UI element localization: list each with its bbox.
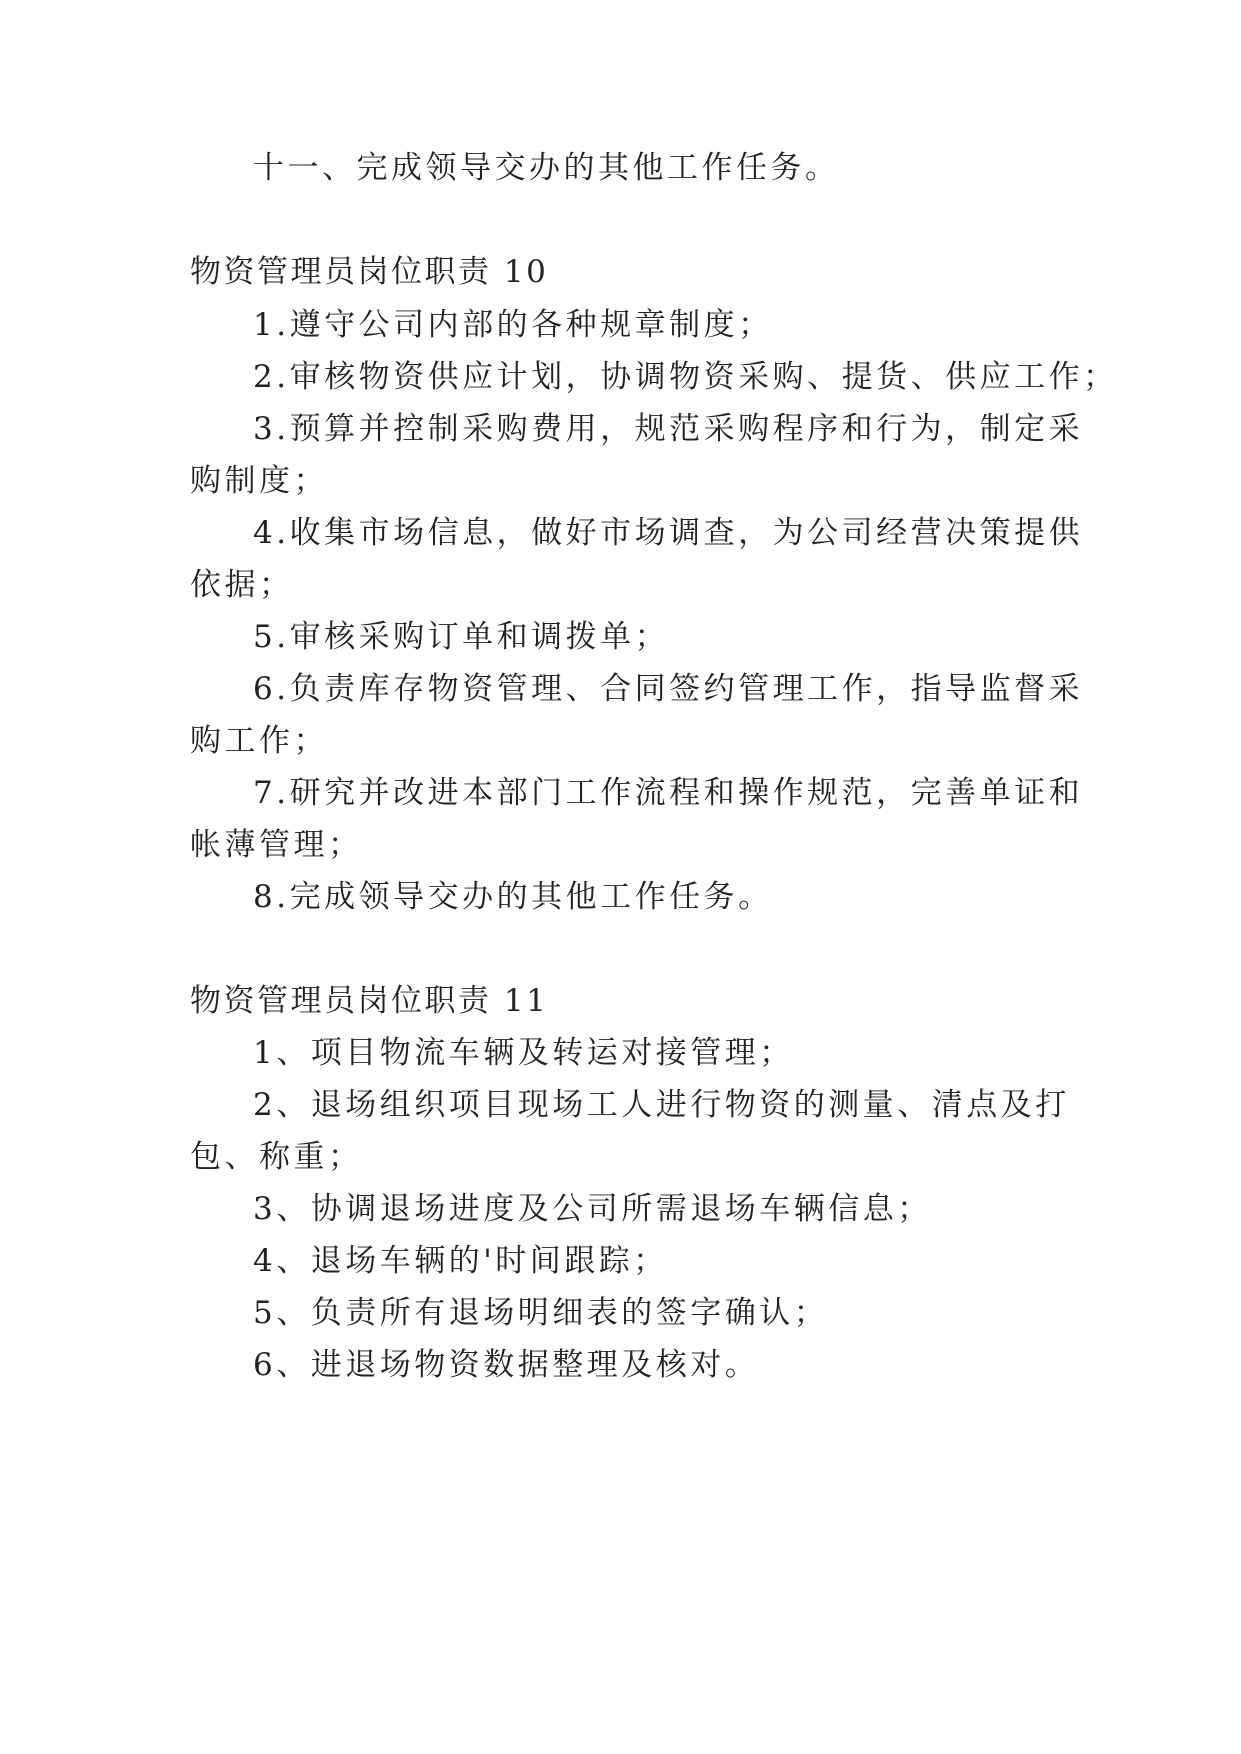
section-11-item-5: 5、负责所有退场明细表的签字确认； <box>253 1295 829 1331</box>
section-10-item-6-cont: 购工作； <box>190 723 328 759</box>
section-11-title: 物资管理员岗位职责 11 <box>190 983 549 1019</box>
section-11-item-4: 4、退场车辆的'时间跟踪； <box>253 1243 668 1279</box>
section-11-item-2: 2、退场组织项目现场工人进行物资的测量、清点及打 <box>253 1087 1070 1123</box>
section-10-item-6: 6.负责库存物资管理、合同签约管理工作，指导监督采 <box>253 671 1084 707</box>
section-10-title: 物资管理员岗位职责 10 <box>190 254 549 290</box>
section-10-item-8: 8.完成领导交办的其他工作任务。 <box>253 879 773 915</box>
section-11-item-6: 6、进退场物资数据整理及核对。 <box>253 1347 760 1383</box>
section-10-item-4: 4.收集市场信息，做好市场调查，为公司经营决策提供 <box>253 515 1084 551</box>
section-11-item-3: 3、协调退场进度及公司所需退场车辆信息； <box>253 1191 932 1227</box>
section-10-item-5: 5.审核采购订单和调拨单； <box>253 619 670 655</box>
section-10-item-7-cont: 帐薄管理； <box>190 827 363 863</box>
section-10-item-3: 3.预算并控制采购费用，规范采购程序和行为，制定采 <box>253 411 1084 447</box>
section-10-item-7: 7.研究并改进本部门工作流程和操作规范，完善单证和 <box>253 775 1084 811</box>
section-10-item-1: 1.遵守公司内部的各种规章制度； <box>253 307 773 343</box>
section-11-item-1: 1、项目物流车辆及转运对接管理； <box>253 1035 794 1071</box>
section-11-item-2-cont: 包、称重； <box>190 1139 363 1175</box>
section-10-item-2: 2.审核物资供应计划，协调物资采购、提货、供应工作； <box>253 359 1118 395</box>
section-10-item-3-cont: 购制度； <box>190 463 328 499</box>
section-10-item-4-cont: 依据； <box>190 567 294 603</box>
intro-line: 十一、完成领导交办的其他工作任务。 <box>253 150 840 186</box>
